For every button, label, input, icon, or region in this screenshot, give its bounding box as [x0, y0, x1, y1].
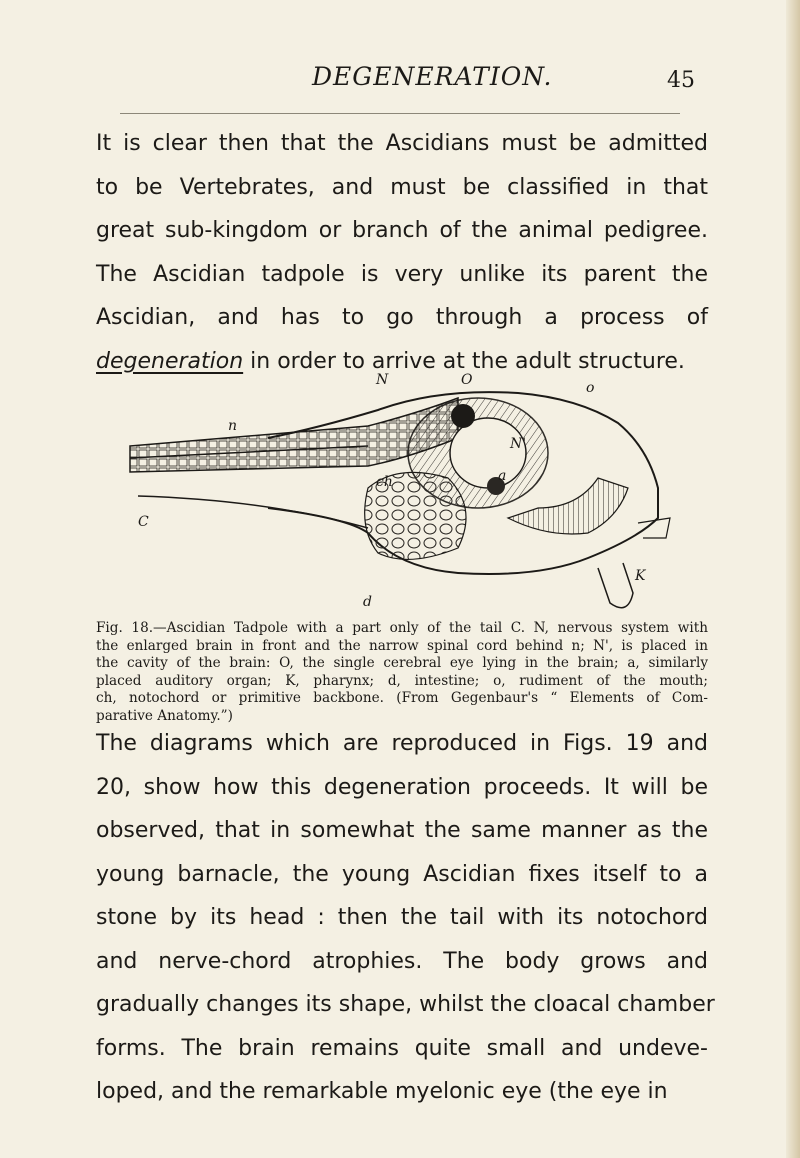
page-edge — [786, 0, 800, 1158]
text-line: loped, and the remarkable myelonic eye (the eye in — [96, 1079, 668, 1104]
text-line: observed, that in somewhat the same manner as the — [96, 818, 708, 843]
text-line: to be Vertebrates, and must be classified in that — [96, 174, 708, 200]
text-line: The Ascidian tadpole is very unlike its parent the — [96, 261, 708, 287]
text-line-rest: in order to arrive at the adult structure. — [243, 348, 685, 374]
label-o: o — [586, 380, 595, 396]
label-K: K — [635, 568, 646, 584]
ascidian-tadpole-figure — [118, 368, 688, 618]
text-line: It is clear then that the Ascidians must be admitted — [96, 131, 708, 156]
label-n: n — [228, 418, 238, 434]
caption-line: the cavity of the brain: O, the single cerebral eye lying in the brain; a, similarly — [96, 655, 708, 672]
figure-caption — [96, 620, 708, 726]
label-O: O — [461, 372, 473, 388]
ascidian-tadpole-illustration — [118, 368, 688, 618]
caption-line: the enlarged brain in front and the narrow spinal cord behind n; N', is placed in — [96, 637, 708, 654]
paragraph-1 — [96, 122, 708, 383]
label-N-prime: N' — [510, 436, 527, 452]
running-title: DEGENERATION. — [312, 62, 553, 91]
caption-line: Fig. 18.—Ascidian Tadpole with a part only of the tail C. N, nervous system with — [96, 620, 708, 636]
caption-line: placed auditory organ; K, pharynx; d, intestine; o, rudiment of the mouth; — [96, 672, 708, 689]
caption-line: parative Anatomy.”) — [96, 707, 233, 724]
label-ch: ch — [376, 474, 393, 490]
text-line: Ascidian, and has to go through a process of — [96, 305, 708, 330]
label-a: a — [498, 468, 507, 484]
text-line: young barnacle, the young Ascidian fixes itself to a — [96, 861, 708, 887]
text-line: and nerve-chord atrophies. The body grows and — [96, 948, 708, 974]
text-line: The diagrams which are reproduced in Figs. 19 and — [96, 731, 708, 756]
text-line: 20, show how this degeneration proceeds. It will be — [96, 774, 708, 800]
label-N: N — [376, 372, 389, 388]
text-line: great sub-kingdom or branch of the animal pedigree. — [96, 218, 708, 243]
label-d: d — [363, 594, 372, 610]
caption-line: ch, notochord or primitive backbone. (From Gegenbaur's “ Elements of Com- — [96, 690, 708, 707]
text-line: stone by its head : then the tail with its notochord — [96, 905, 708, 930]
text-line: gradually changes its shape, whilst the cloacal chamber — [96, 992, 715, 1017]
page-number: 45 — [667, 68, 695, 93]
running-head — [0, 58, 800, 98]
emphasis-degeneration: degeneration — [96, 348, 244, 374]
paragraph-2 — [96, 722, 715, 1114]
text-line: forms. The brain remains quite small and undeve- — [96, 1035, 708, 1061]
label-C: C — [138, 514, 149, 530]
header-rule — [120, 113, 680, 114]
